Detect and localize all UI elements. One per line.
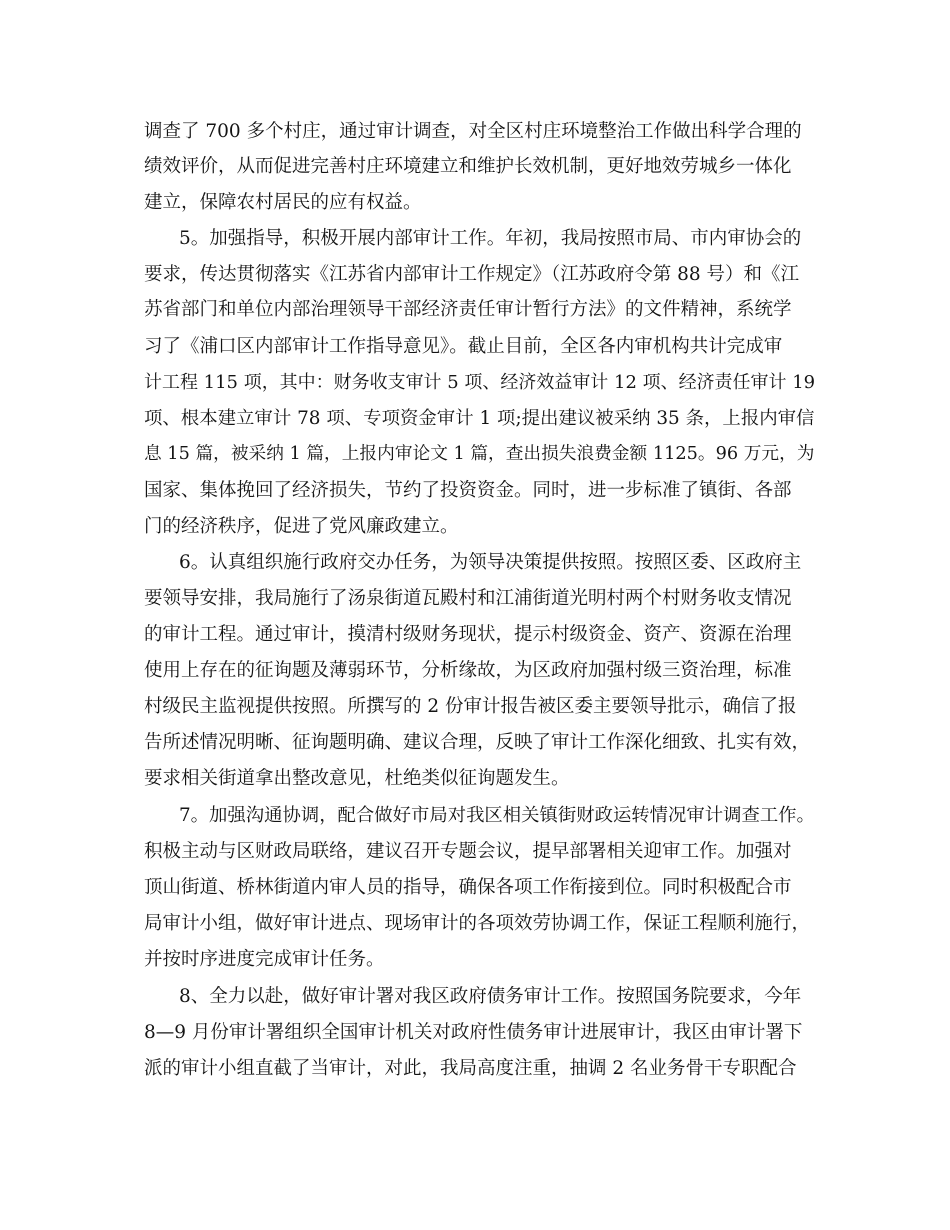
text-line: 8—9 月份审计署组织全国审计机关对政府性债务审计进展审计，我区由审计署下 [144, 1022, 803, 1043]
text-line: 门的经济秩序，促进了党风廉政建立。 [144, 516, 459, 537]
text-line: 7。加强沟通协调，配合做好市局对我区相关镇街财政运转情况审计调查工作。 [179, 805, 815, 826]
text-line: 计工程 115 项，其中：财务收支审计 5 项、经济效益审计 12 项、经济责任审计 19 [144, 372, 816, 393]
text-line: 调查了 700 多个村庄，通过审计调查，对全区村庄环境整治工作做出科学合理的 [144, 121, 802, 142]
text-line: 国家、集体挽回了经济损失，节约了投资资金。同时，进一步标准了镇街、各部 [144, 480, 792, 501]
text-line: 5。加强指导，积极开展内部审计工作。年初，我局按照市局、市内审协会的 [179, 228, 802, 249]
text-line: 要领导安排，我局施行了汤泉街道瓦殿村和江浦街道光明村两个村财务收支情况 [144, 588, 792, 609]
text-line: 项、根本建立审计 78 项、专项资金审计 1 项;提出建议被采纳 35 条，上报内审信 [144, 408, 815, 429]
text-line: 绩效评价，从而促进完善村庄环境建立和维护长效机制，更好地效劳城乡一体化 [144, 156, 792, 177]
text-line: 习了《浦口区内部审计工作指导意见》。截止目前，全区各内审机构共计完成审 [144, 336, 783, 357]
text-line: 派的审计小组直截了当审计，对此，我局高度注重，抽调 2 名业务骨干专职配合 [144, 1058, 797, 1079]
text-line: 局审计小组，做好审计进点、现场审计的各项效劳协调工作，保证工程顺利施行， [144, 913, 811, 934]
text-line: 6。认真组织施行政府交办任务，为领导决策提供按照。按照区委、区政府主 [179, 552, 802, 573]
text-line: 积极主动与区财政局联络，建议召开专题会议，提早部署相关迎审工作。加强对 [144, 841, 792, 862]
text-line: 苏省部门和单位内部治理领导干部经济责任审计暂行方法》的文件精神，系统学 [144, 299, 792, 320]
text-line: 8、全力以赴，做好审计署对我区政府债务审计工作。按照国务院要求，今年 [179, 986, 802, 1007]
text-line: 顶山街道、桥林街道内审人员的指导，确保各项工作衔接到位。同时积极配合市 [144, 877, 792, 898]
text-line: 的审计工程。通过审计，摸清村级财务现状，提示村级资金、资产、资源在治理 [144, 624, 792, 645]
text-line: 要求，传达贯彻落实《江苏省内部审计工作规定》（江苏政府令第 88 号）和《江 [144, 264, 800, 285]
text-line: 并按时序进度完成审计任务。 [144, 949, 385, 970]
text-line: 建立，保障农村居民的应有权益。 [144, 192, 422, 213]
text-line: 告所述情况明晰、征询题明确、建议合理，反映了审计工作深化细致、扎实有效， [144, 732, 811, 753]
text-line: 村级民主监视提供按照。所撰写的 2 份审计报告被区委主要领导批示，确信了报 [144, 696, 797, 717]
text-line: 使用上存在的征询题及薄弱环节，分析缘故，为区政府加强村级三资治理，标准 [144, 660, 792, 681]
text-line: 要求相关街道拿出整改意见，杜绝类似征询题发生。 [144, 768, 570, 789]
text-line: 息 15 篇，被采纳 1 篇，上报内审论文 1 篇，查出损失浪费金额 1125。96 万元，为 [144, 444, 815, 464]
